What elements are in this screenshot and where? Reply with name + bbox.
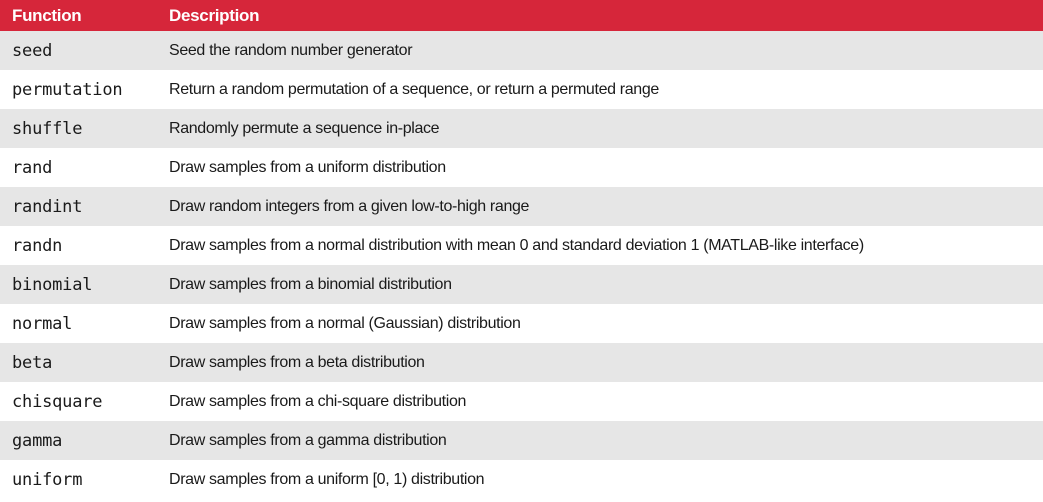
function-name: randint <box>12 196 83 217</box>
function-name: shuffle <box>12 118 83 139</box>
function-description: Draw samples from a gamma distribution <box>169 431 447 449</box>
header-row <box>0 0 1043 31</box>
function-name: randn <box>12 235 63 256</box>
function-description: Seed the random number generator <box>169 41 413 59</box>
table-row <box>0 343 1043 382</box>
function-description: Return a random permutation of a sequence, or return a permuted range <box>169 80 659 98</box>
function-name: normal <box>12 313 73 334</box>
function-name: seed <box>12 40 53 61</box>
function-name: uniform <box>12 469 83 490</box>
function-description: Randomly permute a sequence in-place <box>169 119 440 137</box>
function-description: Draw samples from a normal (Gaussian) distribution <box>169 314 521 332</box>
table-row <box>0 187 1043 226</box>
function-name: gamma <box>12 430 63 451</box>
table-row <box>0 265 1043 304</box>
table-row <box>0 70 1043 109</box>
function-description: Draw samples from a uniform [0, 1) distribution <box>169 470 485 488</box>
function-description: Draw samples from a normal distribution with mean 0 and standard deviation 1 (MATLAB-like interface) <box>169 236 864 254</box>
function-name: rand <box>12 157 53 178</box>
function-description: Draw samples from a binomial distribution <box>169 275 452 293</box>
function-description: Draw samples from a uniform distribution <box>169 158 446 176</box>
function-description: Draw samples from a chi-square distribution <box>169 392 467 410</box>
table-row <box>0 460 1043 499</box>
table-row <box>0 148 1043 187</box>
table-header <box>0 0 1043 31</box>
header-description: Description <box>169 5 260 25</box>
function-description: Draw random integers from a given low-to-high range <box>169 197 530 215</box>
function-description: Draw samples from a beta distribution <box>169 353 425 371</box>
table-row <box>0 109 1043 148</box>
table-row <box>0 421 1043 460</box>
function-name: permutation <box>12 79 123 100</box>
header-function: Function <box>12 5 82 25</box>
table-row <box>0 31 1043 70</box>
table-row <box>0 382 1043 421</box>
table-row <box>0 304 1043 343</box>
table-row <box>0 226 1043 265</box>
function-name: chisquare <box>12 391 103 412</box>
function-name: binomial <box>12 274 93 295</box>
table-body <box>0 31 1043 499</box>
function-name: beta <box>12 352 53 373</box>
